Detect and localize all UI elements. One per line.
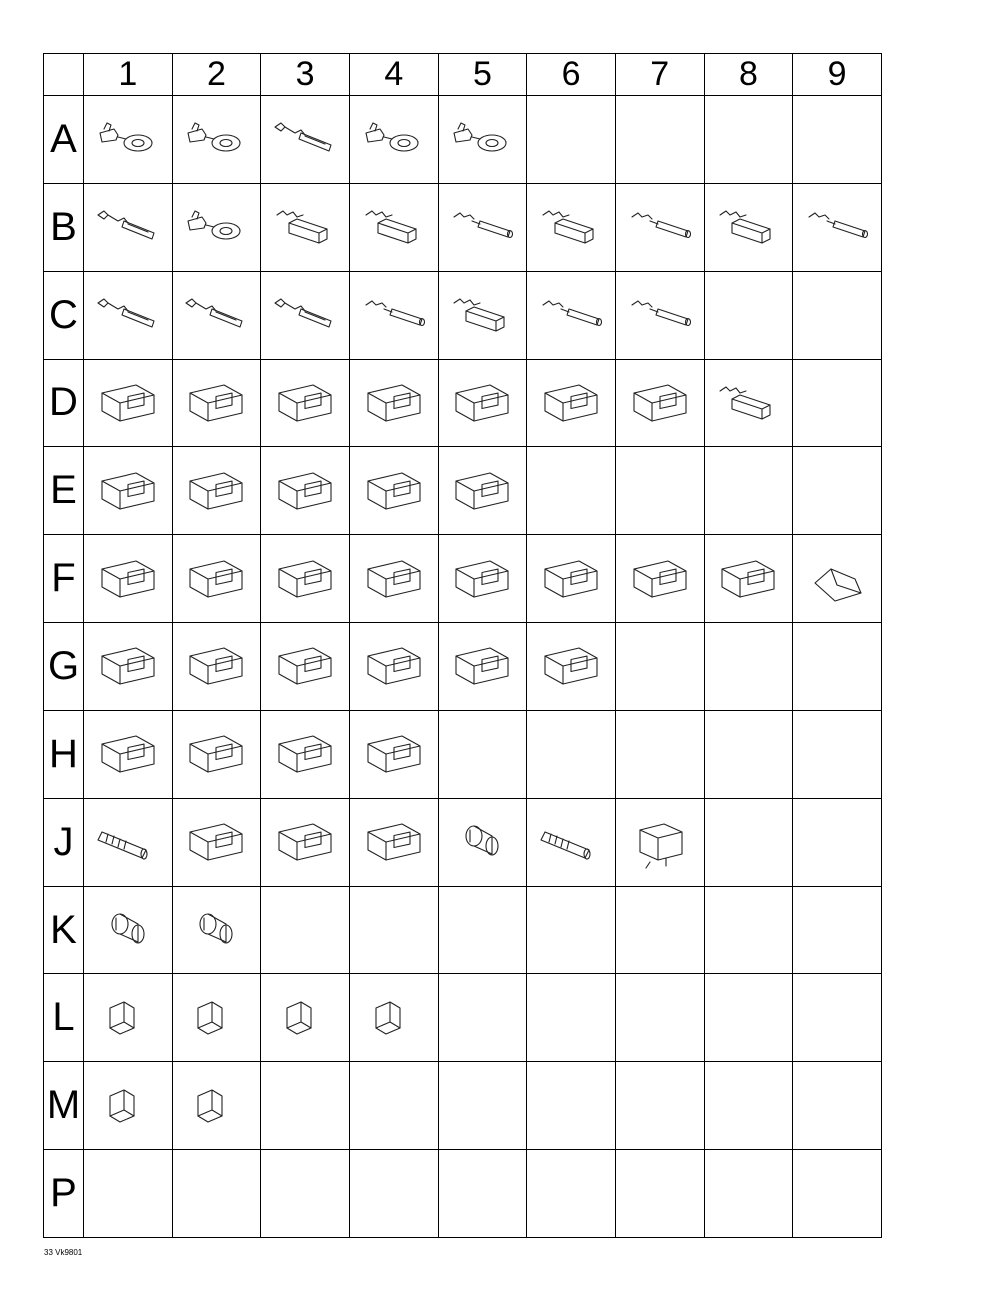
column-header-3: 3 bbox=[261, 54, 350, 96]
cell-J3 bbox=[261, 798, 350, 886]
column-header-row bbox=[44, 54, 882, 96]
2-pin-housing-icon bbox=[84, 455, 172, 527]
cell-C2 bbox=[172, 271, 261, 359]
cell-M6 bbox=[527, 1062, 616, 1150]
cell-A4 bbox=[349, 96, 438, 184]
cell-B3 bbox=[261, 183, 350, 271]
2-pin-housing-icon bbox=[350, 455, 438, 527]
clip-icon bbox=[84, 1070, 172, 1142]
cell-G3 bbox=[261, 623, 350, 711]
cell-B1 bbox=[84, 183, 173, 271]
cell-P8 bbox=[704, 1150, 793, 1238]
grommet-icon bbox=[84, 894, 172, 966]
cell-B7 bbox=[615, 183, 704, 271]
cell-F4 bbox=[349, 535, 438, 623]
cell-B2 bbox=[172, 183, 261, 271]
seal-terminal-icon bbox=[705, 367, 793, 439]
4-pin-housing-icon bbox=[350, 630, 438, 702]
cell-C7 bbox=[615, 271, 704, 359]
6-pin-housing-icon bbox=[350, 718, 438, 790]
cell-J6 bbox=[527, 798, 616, 886]
cell-B5 bbox=[438, 183, 527, 271]
cell-K6 bbox=[527, 886, 616, 974]
grid-row-A bbox=[44, 96, 882, 184]
cell-J9 bbox=[793, 798, 882, 886]
4-pin-housing-icon bbox=[261, 630, 349, 702]
female-terminal-icon bbox=[705, 191, 793, 263]
cell-M5 bbox=[438, 1062, 527, 1150]
cell-P1 bbox=[84, 1150, 173, 1238]
multi-pin-housing-icon bbox=[173, 806, 261, 878]
1-pin-housing-icon bbox=[173, 367, 261, 439]
cell-K1 bbox=[84, 886, 173, 974]
male-blade-terminal-icon bbox=[84, 279, 172, 351]
holder-icon bbox=[84, 982, 172, 1054]
cell-H6 bbox=[527, 710, 616, 798]
row-header-L: L bbox=[44, 974, 84, 1062]
cell-P2 bbox=[172, 1150, 261, 1238]
3-pin-housing-icon bbox=[173, 543, 261, 615]
grid-row-G bbox=[44, 623, 882, 711]
row-header-F: F bbox=[44, 535, 84, 623]
cell-F9 bbox=[793, 535, 882, 623]
3-pin-housing-icon bbox=[439, 543, 527, 615]
row-header-M: M bbox=[44, 1062, 84, 1150]
ring-terminal-icon bbox=[350, 103, 438, 175]
elbow-terminal-icon bbox=[527, 191, 615, 263]
cell-P4 bbox=[349, 1150, 438, 1238]
cell-L5 bbox=[438, 974, 527, 1062]
sealed-housing-icon bbox=[527, 367, 615, 439]
grid-row-L bbox=[44, 974, 882, 1062]
male-blade-terminal-icon bbox=[173, 279, 261, 351]
cell-A2 bbox=[172, 96, 261, 184]
pin-terminal-icon bbox=[793, 191, 881, 263]
spade-terminal-icon bbox=[261, 103, 349, 175]
cell-E8 bbox=[704, 447, 793, 535]
ring-terminal-icon bbox=[84, 103, 172, 175]
row-header-H: H bbox=[44, 710, 84, 798]
grid-row-J bbox=[44, 798, 882, 886]
cell-M2 bbox=[172, 1062, 261, 1150]
column-header-2: 2 bbox=[172, 54, 261, 96]
column-header-6: 6 bbox=[527, 54, 616, 96]
cell-D8 bbox=[704, 359, 793, 447]
cell-E4 bbox=[349, 447, 438, 535]
grid-row-E bbox=[44, 447, 882, 535]
cell-L6 bbox=[527, 974, 616, 1062]
cell-H9 bbox=[793, 710, 882, 798]
cell-C3 bbox=[261, 271, 350, 359]
cell-F3 bbox=[261, 535, 350, 623]
grid-row-F bbox=[44, 535, 882, 623]
cell-D4 bbox=[349, 359, 438, 447]
grid-row-M bbox=[44, 1062, 882, 1150]
cell-K8 bbox=[704, 886, 793, 974]
cell-H3 bbox=[261, 710, 350, 798]
6-pin-housing-icon bbox=[261, 718, 349, 790]
cell-M9 bbox=[793, 1062, 882, 1150]
row-header-C: C bbox=[44, 271, 84, 359]
cell-G8 bbox=[704, 623, 793, 711]
cell-P7 bbox=[615, 1150, 704, 1238]
cell-A8 bbox=[704, 96, 793, 184]
clip-icon bbox=[173, 982, 261, 1054]
female-terminal-icon bbox=[350, 191, 438, 263]
cell-F8 bbox=[704, 535, 793, 623]
cell-E7 bbox=[615, 447, 704, 535]
pin-terminal-icon bbox=[616, 279, 704, 351]
3-pin-housing-icon bbox=[350, 543, 438, 615]
cell-B8 bbox=[704, 183, 793, 271]
cell-P9 bbox=[793, 1150, 882, 1238]
cell-F2 bbox=[172, 535, 261, 623]
female-ring-terminal-icon bbox=[173, 191, 261, 263]
cell-C1 bbox=[84, 271, 173, 359]
cell-C9 bbox=[793, 271, 882, 359]
cell-H2 bbox=[172, 710, 261, 798]
female-spade-terminal-icon bbox=[84, 191, 172, 263]
1-pin-housing-icon bbox=[439, 367, 527, 439]
multi-pin-housing-icon bbox=[350, 806, 438, 878]
corrugated-tube-icon bbox=[84, 806, 172, 878]
cell-G2 bbox=[172, 623, 261, 711]
cell-L7 bbox=[615, 974, 704, 1062]
cell-A1 bbox=[84, 96, 173, 184]
row-header-J: J bbox=[44, 798, 84, 886]
cell-C5 bbox=[438, 271, 527, 359]
cell-G6 bbox=[527, 623, 616, 711]
2-pin-housing-icon bbox=[439, 455, 527, 527]
grid-row-C bbox=[44, 271, 882, 359]
cell-M3 bbox=[261, 1062, 350, 1150]
cell-E2 bbox=[172, 447, 261, 535]
3-pin-housing-icon bbox=[261, 543, 349, 615]
cell-D5 bbox=[438, 359, 527, 447]
grid-row-D bbox=[44, 359, 882, 447]
bushing-icon bbox=[173, 894, 261, 966]
cell-E6 bbox=[527, 447, 616, 535]
row-header-D: D bbox=[44, 359, 84, 447]
column-header-5: 5 bbox=[438, 54, 527, 96]
cell-B6 bbox=[527, 183, 616, 271]
cell-B9 bbox=[793, 183, 882, 271]
cell-K2 bbox=[172, 886, 261, 974]
cell-J5 bbox=[438, 798, 527, 886]
grid-row-K bbox=[44, 886, 882, 974]
4-pin-housing-icon bbox=[173, 630, 261, 702]
cell-F6 bbox=[527, 535, 616, 623]
female-terminal-icon bbox=[261, 191, 349, 263]
cell-F1 bbox=[84, 535, 173, 623]
3-pin-seal-kit-icon bbox=[616, 543, 704, 615]
cell-L8 bbox=[704, 974, 793, 1062]
6-pin-housing-icon bbox=[84, 718, 172, 790]
cell-F5 bbox=[438, 535, 527, 623]
holder-icon bbox=[350, 982, 438, 1054]
row-header-A: A bbox=[44, 96, 84, 184]
cell-H1 bbox=[84, 710, 173, 798]
column-header-8: 8 bbox=[704, 54, 793, 96]
cell-A6 bbox=[527, 96, 616, 184]
cell-H4 bbox=[349, 710, 438, 798]
corner-cell bbox=[44, 54, 84, 96]
column-header-4: 4 bbox=[349, 54, 438, 96]
cell-C6 bbox=[527, 271, 616, 359]
cell-J2 bbox=[172, 798, 261, 886]
cell-J1 bbox=[84, 798, 173, 886]
cell-G9 bbox=[793, 623, 882, 711]
cell-J7 bbox=[615, 798, 704, 886]
cell-A9 bbox=[793, 96, 882, 184]
cell-E1 bbox=[84, 447, 173, 535]
sealed-housing-icon bbox=[616, 367, 704, 439]
cell-D9 bbox=[793, 359, 882, 447]
cell-H7 bbox=[615, 710, 704, 798]
cell-H8 bbox=[704, 710, 793, 798]
cell-K5 bbox=[438, 886, 527, 974]
insulated-ring-terminal-icon bbox=[439, 103, 527, 175]
row-header-P: P bbox=[44, 1150, 84, 1238]
2-pin-sealed-housing-icon bbox=[261, 455, 349, 527]
cell-J8 bbox=[704, 798, 793, 886]
cell-K4 bbox=[349, 886, 438, 974]
cell-L2 bbox=[172, 974, 261, 1062]
clip-icon bbox=[173, 1070, 261, 1142]
bulb-socket-icon bbox=[439, 806, 527, 878]
relay-icon bbox=[616, 806, 704, 878]
grid-row-P bbox=[44, 1150, 882, 1238]
cell-D7 bbox=[615, 359, 704, 447]
cell-D1 bbox=[84, 359, 173, 447]
cell-A3 bbox=[261, 96, 350, 184]
multi-pin-housing-icon bbox=[261, 806, 349, 878]
boot-icon bbox=[793, 543, 881, 615]
cell-G7 bbox=[615, 623, 704, 711]
cell-G1 bbox=[84, 623, 173, 711]
cell-L1 bbox=[84, 974, 173, 1062]
2-pin-housing-icon bbox=[173, 455, 261, 527]
1-pin-housing-icon bbox=[261, 367, 349, 439]
cell-M4 bbox=[349, 1062, 438, 1150]
cell-A5 bbox=[438, 96, 527, 184]
1-pin-housing-icon bbox=[84, 367, 172, 439]
cell-E9 bbox=[793, 447, 882, 535]
4-pin-sealed-housing-icon bbox=[439, 630, 527, 702]
cell-D6 bbox=[527, 359, 616, 447]
cell-C8 bbox=[704, 271, 793, 359]
column-header-9: 9 bbox=[793, 54, 882, 96]
3-pin-housing-icon bbox=[84, 543, 172, 615]
cell-P5 bbox=[438, 1150, 527, 1238]
cell-H5 bbox=[438, 710, 527, 798]
cell-E5 bbox=[438, 447, 527, 535]
row-header-B: B bbox=[44, 183, 84, 271]
cell-M7 bbox=[615, 1062, 704, 1150]
ring-terminal-icon bbox=[173, 103, 261, 175]
grid-row-H bbox=[44, 710, 882, 798]
cell-M8 bbox=[704, 1062, 793, 1150]
1-pin-housing-icon bbox=[350, 367, 438, 439]
4-pin-seal-kit-icon bbox=[527, 630, 615, 702]
cell-L4 bbox=[349, 974, 438, 1062]
male-pin-terminal-icon bbox=[350, 279, 438, 351]
cell-M1 bbox=[84, 1062, 173, 1150]
cell-K3 bbox=[261, 886, 350, 974]
cell-P3 bbox=[261, 1150, 350, 1238]
column-header-1: 1 bbox=[84, 54, 173, 96]
column-header-7: 7 bbox=[615, 54, 704, 96]
round-housing-icon bbox=[705, 543, 793, 615]
cell-K9 bbox=[793, 886, 882, 974]
connector-grid bbox=[43, 53, 882, 1238]
4-pin-housing-icon bbox=[84, 630, 172, 702]
cell-B4 bbox=[349, 183, 438, 271]
small-terminal-icon bbox=[527, 279, 615, 351]
male-blade-terminal-icon bbox=[261, 279, 349, 351]
cell-F7 bbox=[615, 535, 704, 623]
tube-connector-icon bbox=[527, 806, 615, 878]
cell-G4 bbox=[349, 623, 438, 711]
3-pin-sealed-housing-icon bbox=[527, 543, 615, 615]
clip-icon bbox=[261, 982, 349, 1054]
row-header-K: K bbox=[44, 886, 84, 974]
figure-reference: 33 Vk9801 bbox=[44, 1248, 83, 1257]
cell-G5 bbox=[438, 623, 527, 711]
cell-J4 bbox=[349, 798, 438, 886]
cell-L3 bbox=[261, 974, 350, 1062]
6-pin-housing-icon bbox=[173, 718, 261, 790]
cell-L9 bbox=[793, 974, 882, 1062]
row-header-E: E bbox=[44, 447, 84, 535]
cell-P6 bbox=[527, 1150, 616, 1238]
bullet-terminal-icon bbox=[439, 191, 527, 263]
cell-E3 bbox=[261, 447, 350, 535]
cell-D3 bbox=[261, 359, 350, 447]
round-socket-terminal-icon bbox=[439, 279, 527, 351]
cell-D2 bbox=[172, 359, 261, 447]
row-header-G: G bbox=[44, 623, 84, 711]
cell-K7 bbox=[615, 886, 704, 974]
pin-terminal-icon bbox=[616, 191, 704, 263]
cell-C4 bbox=[349, 271, 438, 359]
grid-row-B bbox=[44, 183, 882, 271]
cell-A7 bbox=[615, 96, 704, 184]
